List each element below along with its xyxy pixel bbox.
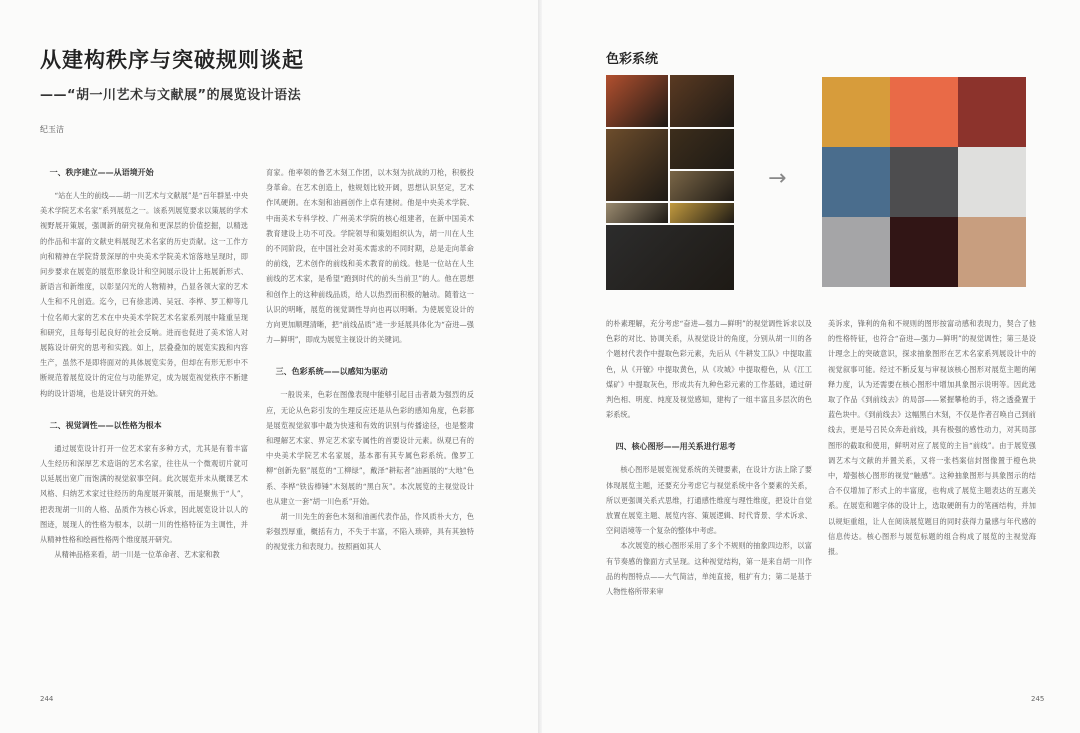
color-swatch	[958, 147, 1026, 217]
artwork-thumbnail	[606, 75, 668, 127]
right-page	[542, 0, 1080, 733]
color-palette	[822, 77, 1026, 287]
color-swatch	[890, 217, 958, 287]
artwork-thumbnail	[606, 225, 734, 290]
section-heading: 二、视觉调性——以性格为根本	[49, 420, 162, 430]
color-swatch	[822, 77, 890, 147]
left-column-2	[266, 165, 474, 555]
page-number-left: 244	[40, 695, 54, 703]
artwork-collage	[606, 75, 734, 290]
artwork-thumbnail	[670, 171, 734, 201]
paragraph: “站在人生的前线——胡一川艺术与文献展”是“百年群星·中央美术学院艺术名家”系列展览之一。该系列展览要求以策展的学术视野展开策展，强调新的研究视角和更深层的价值挖掘，以精选的作品和丰富的文献史料展现艺术名家的历史贡献。这一工作方向和精神在学院背景深厚的中央美术学院美术馆落地呈现时，即问步要求在展览的展览形象设计和空间展示设计上拓展新形式、新语言和新维度，以彰显闪光的人物精神，凸显各领大家的艺术人生和不凡创造。迄今，已有徐悲鸿、吴冠、李桦、罗工柳等几十位名师大家的艺术在中央美术学院艺术名家系列展中隆重呈现和研究，且每每引起良好的社会反响。进而也促进了美术馆人对展陈设计研究的思考和实践。如上，层叠叠加的展览实践和内容生产，虽然不是即将面对的具体展览实务，但却在有形无形中不断规范着展览设计的定位与功能界定，成为展览视觉秩序不断建构的设计语境，也是设计研究的开始。	[40, 191, 248, 398]
color-swatch	[958, 217, 1026, 287]
paragraph: 美诉求，锋利的角和不规则的图形按富动感和表现力，契合了他的性格特征，也符合“奋进—强力—鲜明”的视觉调性；第三是设计理念上的突破意识，探求抽象图形在艺术名家系列展设计中的视觉叙事可能。经过不断反复与审视该核心图形对展览主题的阐释力度，认为还需要在核心图形中增加具象图示说明等。因此选取了作品《到前线去》的局部——紧握攀枪的手，将之透叠置于蓝色块中。《到前线去》这幅黑白木刻，不仅是作者召唤自己到前线去，更是号召民众奔赴前线，具有极强的感性动力，对其局部图形的截取和使用，鲜明对应了展览的主旨“前线”。由于展览强调艺术与文献的并置关系，又将一张档案信封图像置于橙色块中，增强核心图形的视觉“触感”。这种抽象图形与具象图示的结合不仅增加了形式上的丰富度，也构成了展览主题表达的互惠关系。在展览和题字体的设计上，选取硬朗有力的笔画结构，并加以规矩重组，让人在阅读展览题目的同时获得力量感与年代感的信息传达。核心图形与展览标题的组合构成了展览的主视觉海报。	[828, 319, 1036, 557]
section-heading: 一、秩序建立——从语境开始	[49, 168, 154, 177]
color-swatch	[822, 217, 890, 287]
paragraph: 胡一川先生的套色木刻和油画代表作品，作风质朴大方，色彩强烈厚重，概括有力，不失于丰富，不陷入琐碎，具有其独特的视觉张力和表现力。按照画如其人	[266, 512, 474, 552]
artwork-thumbnail	[670, 75, 734, 127]
paragraph: 本次展览的核心图形采用了多个不规则的抽象四边形，以富有节奏感的像面方式呈现。这种视觉结构，第一是来自胡一川作品的构图特点——大气简洁，单纯直接，粗扩有力；第二是基于人物性格所带来审	[606, 541, 812, 597]
artwork-thumbnail	[606, 203, 668, 223]
article-subtitle: ——“胡一川艺术与文献展”的展览设计语法	[40, 88, 302, 103]
artwork-thumbnail	[670, 203, 734, 223]
paragraph: 通过展览设计打开一位艺术家有多种方式，尤其是有着丰富人生经历和深厚艺术造诣的艺术名家，往往从一个微观切片就可以延展出宽广而饱满的视觉叙事空间。此次展览并未从概课艺术风格、归纳艺术家过往经历的角度展开策展，而是聚焦于“人”，把表现胡一川的人格、品质作为核心诉求，因此展览设计以人的图迹，展现人的性格为根本，以胡一川的性格特征为主调性，并从精神性格和绘画性格两个维度展开研究。	[40, 443, 248, 545]
left-page	[0, 0, 538, 733]
right-column-1	[606, 316, 812, 599]
color-swatch	[890, 147, 958, 217]
paragraph: 核心图形是展览视觉系统的关键要素，在设计方法上除了要体现展览主题，还要充分考虑它与视觉系统中各个要素的关系，所以更强调关系式思维，打通感性维度与理性维度，把设计自觉放置在展览主题、展览内容、策展逻辑、时代背景、学术诉求、空间语境等一个复杂的整体中考虑。	[606, 465, 812, 536]
paragraph: 的朴素理解，充分考虑“奋进—强力—鲜明”的视觉调性诉求以及色彩的对比、协调关系，从视觉设计的角度，分别从胡一川的各个题材代表作中提取色彩元素，先后从《牛耕发工队》中提取蓝色，从《开镣》中提取黄色，从《攻城》中提取橙色，从《江工煤矿》中提取灰色，形成共有九种色彩元素的工作基础，通过研判色相、明度、纯度及视觉感知，建构了一组丰富且多层次的色彩系统。	[606, 319, 812, 420]
author-name: 纪玉洁	[40, 125, 64, 134]
right-column-2	[828, 316, 1036, 559]
color-swatch	[890, 77, 958, 147]
color-system-title: 色彩系统	[606, 52, 659, 67]
paragraph: 从精神品格来看，胡一川是一位革命者、艺术家和教	[54, 550, 220, 560]
section-heading: 四、核心图形——用关系进行思考	[615, 442, 736, 452]
article-title: 从建构秩序与突破规则谈起	[40, 48, 304, 72]
artwork-thumbnail	[670, 129, 734, 169]
artwork-thumbnail	[606, 129, 668, 201]
color-swatch	[958, 77, 1026, 147]
left-column-1	[40, 166, 248, 562]
section-heading: 三、色彩系统——以感知为驱动	[275, 367, 388, 377]
arrow-icon: →	[768, 166, 787, 191]
paragraph: 一般说来，色彩在图像表现中能够引起目击者最为强烈的反应，无论从色彩引发的生理反应还是从色彩的感知角度，色彩都是展览视觉叙事中最为快速和有效的识别与传播途径，也是整肃和理解艺术家、界定艺术家专属性的首要设计元素。纵观已有的中央美术学院艺术名家展，基本都有其专属色彩系统。像罗工柳“创新先驱”展览的“工柳绿”，戴泽“耕耘者”油画展的“大地”色系、李桦“铁齿棒锤”木刻展的“黑白灰”。本次展览的主视觉设计也从建立一套“胡一川色系”开始。	[266, 390, 474, 506]
paragraph: 育家。他率领的鲁艺木刻工作团，以木刻为抗战的刀枪，积极投身革命。在艺术创造上，他规划比较开阔，思想认识坚定，艺术作风硬朗。在木刻和油画创作上卓有建树。他是中央美术学院、中南美术专科学校、广州美术学院的核心组建者，在新中国美术教育建设上功不可没。学院领导和策划组织认为，胡一川在人生的不同阶段，在中国社会对美术需求的不同时期，总是走向革命的前线，艺术创作的前线和美术教育的前线。他是一位站在人生前线的艺术家，是希望“跑到时代的前头当前卫”的人。他在思想和创作上的这种前线品质，给人以热烈而积极的触动。随着这一认识的明晰，展览的视觉调性导向也再以明晰。为使展览设计的方向更加顺理清晰，把“前线品质”进一步延展具体化为“奋进—强力—鲜明”，即成为展览主视设计的关键词。	[266, 168, 474, 345]
color-swatch	[822, 147, 890, 217]
page-number-right: 245	[1031, 695, 1045, 703]
